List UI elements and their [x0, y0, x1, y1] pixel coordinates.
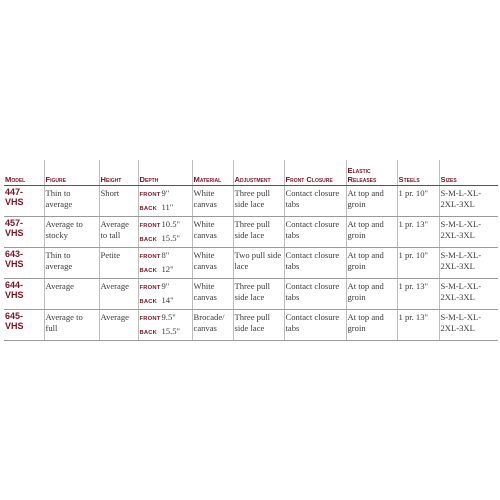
height-cell: Petite [99, 248, 138, 279]
elastic-cell: At top and groin [346, 248, 397, 279]
closure-cell: Contact closure tabs [284, 217, 346, 248]
closure-cell: Contact closure tabs [284, 248, 346, 279]
model-cell: 643-VHS [4, 248, 44, 279]
material-cell: Brocade/ canvas [192, 310, 233, 341]
front-label: FRONT [139, 254, 161, 260]
model-cell: 645-VHS [4, 310, 44, 341]
elastic-cell: At top and groin [346, 279, 397, 310]
model-cell: 447-VHS [4, 186, 44, 217]
sizes-cell: S-M-L-XL-2XL-3XL [439, 248, 498, 279]
table-row [4, 217, 498, 248]
column-header: Height [99, 160, 138, 186]
column-header: Adjustment [233, 160, 284, 186]
back-label: BACK [139, 236, 158, 243]
steels-cell: 1 pr. 10" [397, 248, 439, 279]
front-depth: 9" [161, 281, 170, 291]
back-depth: 15.5" [161, 232, 181, 243]
back-depth: 12" [161, 263, 174, 274]
column-header: Sizes [439, 160, 498, 186]
table-row [4, 186, 498, 217]
back-depth: 11" [161, 201, 174, 212]
closure-cell: Contact closure tabs [284, 186, 346, 217]
figure-cell: Average to stocky [44, 217, 99, 248]
back-label: BACK [139, 329, 158, 336]
front-depth: 9" [161, 188, 170, 198]
closure-cell: Contact closure tabs [284, 310, 346, 341]
steels-cell: 1 pr. 13" [397, 310, 439, 341]
column-header: Model [4, 160, 44, 186]
back-depth: 15.5" [161, 325, 181, 336]
figure-cell: Thin to average [44, 186, 99, 217]
sizes-cell: S-M-L-XL-2XL-3XL [439, 217, 498, 248]
back-depth: 14" [161, 294, 174, 305]
adjustment-cell: Three pull side lace [233, 310, 284, 341]
depth-cell [138, 310, 192, 341]
front-depth: 10.5" [161, 219, 181, 229]
height-cell: Short [99, 186, 138, 217]
adjustment-cell: Three pull side lace [233, 217, 284, 248]
material-cell: White canvas [192, 186, 233, 217]
sizes-cell: S-M-L-XL-2XL-3XL [439, 186, 498, 217]
adjustment-cell: Two pull side lace [233, 248, 284, 279]
column-header: Elastic Releases [346, 160, 397, 186]
column-header: Front Closure [284, 160, 346, 186]
depth-cell [138, 217, 192, 248]
depth-cell [138, 248, 192, 279]
model-cell: 457-VHS [4, 217, 44, 248]
column-header: Steels [397, 160, 439, 186]
depth-cell [138, 186, 192, 217]
front-label: FRONT [139, 316, 161, 322]
elastic-cell: At top and groin [346, 217, 397, 248]
height-cell: Average to tall [99, 217, 138, 248]
back-label: BACK [139, 267, 158, 274]
sizes-cell: S-M-L-XL-2XL-3XL [439, 279, 498, 310]
figure-cell: Average [44, 279, 99, 310]
closure-cell: Contact closure tabs [284, 279, 346, 310]
steels-cell: 1 pr. 13" [397, 217, 439, 248]
height-cell: Average [99, 310, 138, 341]
back-label: BACK [139, 298, 158, 305]
material-cell: White canvas [192, 279, 233, 310]
adjustment-cell: Three pull side lace [233, 279, 284, 310]
front-depth: 8" [161, 250, 170, 260]
column-header: Depth [138, 160, 192, 186]
front-depth: 9.5" [161, 312, 176, 322]
model-spec-table [4, 160, 498, 341]
back-label: BACK [139, 205, 158, 212]
adjustment-cell: Three pull side lace [233, 186, 284, 217]
steels-cell: 1 pr. 10" [397, 186, 439, 217]
height-cell: Average [99, 279, 138, 310]
elastic-cell: At top and groin [346, 310, 397, 341]
sizes-cell: S-M-L-XL-2XL-3XL [439, 310, 498, 341]
material-cell: White canvas [192, 248, 233, 279]
model-cell: 644-VHS [4, 279, 44, 310]
table-row [4, 279, 498, 310]
front-label: FRONT [139, 192, 161, 198]
header-row [4, 160, 498, 186]
front-label: FRONT [139, 223, 161, 229]
elastic-cell: At top and groin [346, 186, 397, 217]
table-row [4, 248, 498, 279]
steels-cell: 1 pr. 13" [397, 279, 439, 310]
front-label: FRONT [139, 285, 161, 291]
table-row [4, 310, 498, 341]
column-header: Figure [44, 160, 99, 186]
material-cell: White canvas [192, 217, 233, 248]
column-header: Material [192, 160, 233, 186]
figure-cell: Thin to average [44, 248, 99, 279]
depth-cell [138, 279, 192, 310]
figure-cell: Average to full [44, 310, 99, 341]
